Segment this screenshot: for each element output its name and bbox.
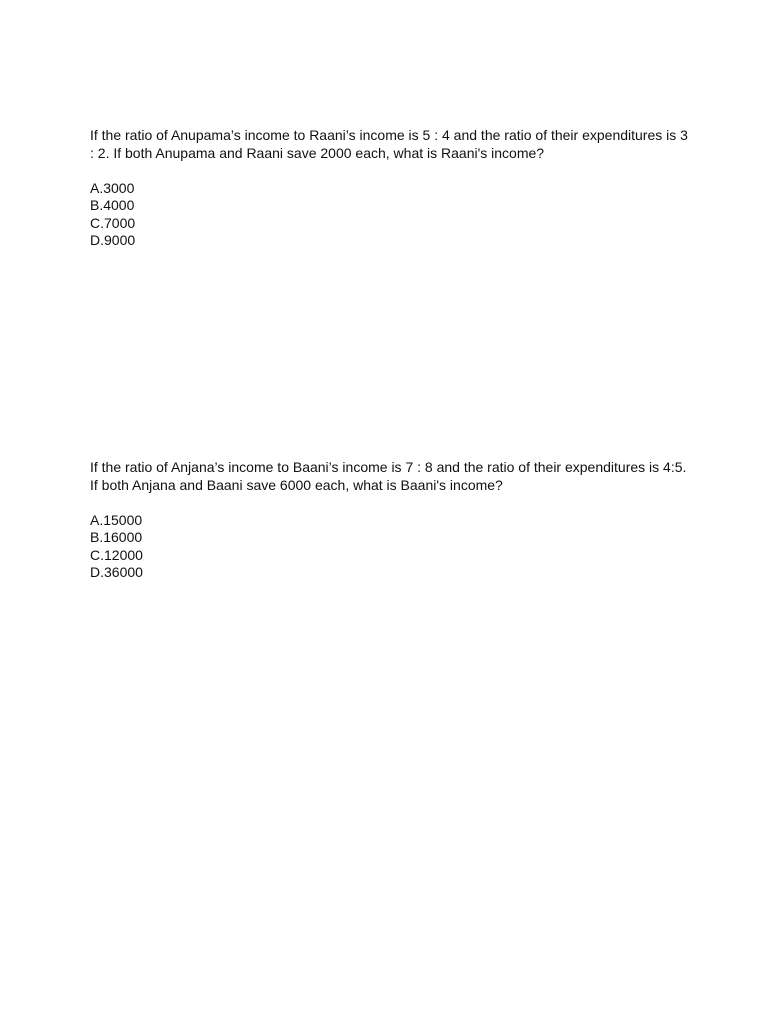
option-b: B.16000 xyxy=(90,529,143,545)
option-c: C.7000 xyxy=(90,214,136,231)
question-text: If the ratio of Anupama’s income to Raani’s income is 5 : 4 and the ratio of their expenditures is 3 : 2. If both Anupama and Raani save 2000 each, what is Raani's income? xyxy=(90,127,688,161)
answer-options xyxy=(90,512,690,582)
option-c: C.12000 xyxy=(90,546,143,563)
question-block-1 xyxy=(90,127,690,250)
option-b: B.4000 xyxy=(90,197,135,213)
option-a: A.3000 xyxy=(90,179,135,196)
option-a: A.15000 xyxy=(90,511,143,528)
option-d: D.9000 xyxy=(90,232,136,248)
question-text: If the ratio of Anjana’s income to Baani’s income is 7 : 8 and the ratio of their expenditures is 4:5. If both Anjana and Baani save 6000 each, what is Baani's income? xyxy=(90,459,687,493)
question-block-2 xyxy=(90,459,690,582)
option-d: D.36000 xyxy=(90,564,143,580)
answer-options xyxy=(90,180,690,250)
